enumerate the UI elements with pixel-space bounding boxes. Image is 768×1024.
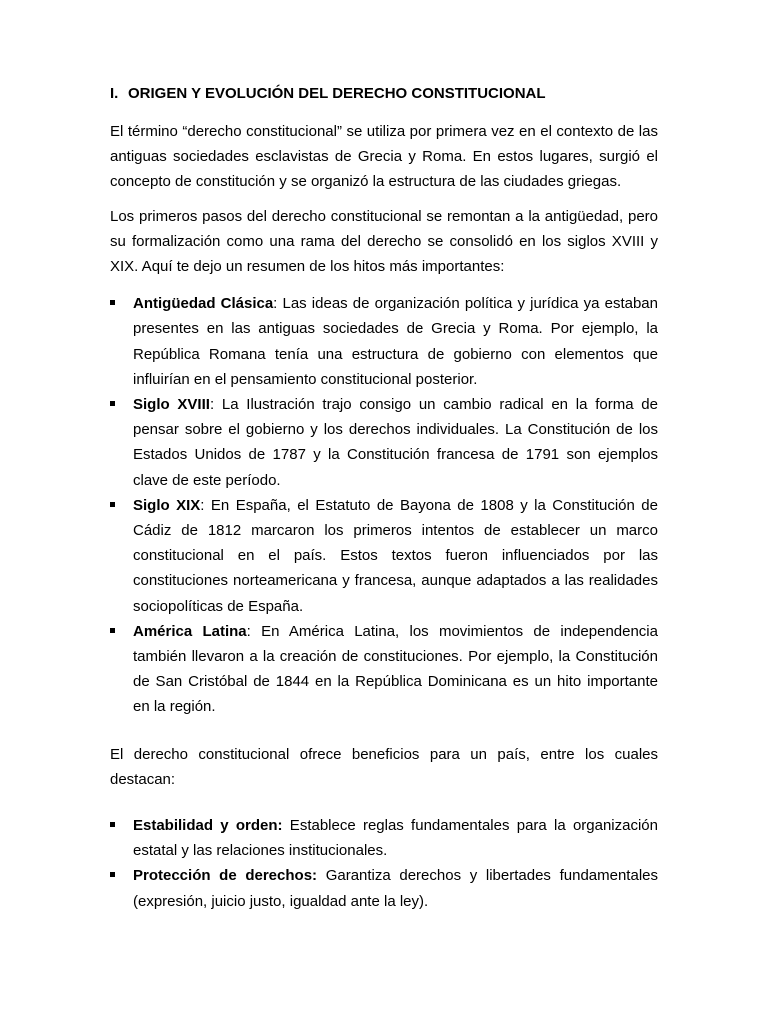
history-paragraph: Los primeros pasos del derecho constitucional se remontan a la antigüedad, pero su formalización como una rama del derecho se consolidó en los siglos XVIII y XIX. Aquí te dejo un resumen de los hitos más importantes: <box>110 207 658 276</box>
square-bullet-icon <box>110 822 115 827</box>
document-page <box>110 84 658 914</box>
list-item <box>110 863 658 913</box>
benefit-term: Estabilidad y orden: <box>133 817 283 835</box>
square-bullet-icon <box>110 300 115 305</box>
milestone-text: : La Ilustración trajo consigo un cambio radical en la forma de pensar sobre el gobierno y los derechos individuales. La Constitución de los Estados Unidos de 1787 y la Constitución francesa de 1791 son ejemplos clave de este período. <box>133 396 658 489</box>
milestone-text: : Las ideas de organización política y jurídica ya estaban presentes en las antiguas sociedades de Grecia y Roma. Por ejemplo, la República Romana tenía una estructura de gobierno con elementos que influirían en el pensamiento constitucional posterior. <box>133 295 658 388</box>
list-item <box>110 493 658 619</box>
milestone-term: Antigüedad Clásica <box>133 295 274 313</box>
milestone-term: América Latina <box>133 622 247 640</box>
milestone-term: Siglo XVIII <box>133 396 210 414</box>
list-item <box>110 813 658 863</box>
section-title: ORIGEN Y EVOLUCIÓN DEL DERECHO CONSTITUCIONAL <box>128 85 546 102</box>
section-number: I. <box>110 85 119 102</box>
benefit-text: Establece reglas fundamentales para la organización estatal y las relaciones institucionales. <box>133 817 658 860</box>
milestone-text: : En España, el Estatuto de Bayona de 1808 y la Constitución de Cádiz de 1812 marcaron los primeros intentos de establecer un marco constitucional en el país. Estos textos fueron influenciados por las constituciones norteamericana y francesa, aunque adaptados a las realidades sociopolíticas de España. <box>133 496 658 615</box>
benefits-intro-paragraph: El derecho constitucional ofrece beneficios para un país, entre los cuales destacan: <box>110 745 658 788</box>
intro-paragraph: El término “derecho constitucional” se utiliza por primera vez en el contexto de las antiguas sociedades esclavistas de Grecia y Roma. En estos lugares, surgió el concepto de constitución y se organizó la estructura de las ciudades griegas. <box>110 123 658 191</box>
list-item <box>110 392 658 493</box>
square-bullet-icon <box>110 872 115 877</box>
milestone-term: Siglo XIX <box>133 496 201 514</box>
benefits-list <box>110 813 658 914</box>
list-item <box>110 619 658 720</box>
milestones-list <box>110 291 658 719</box>
square-bullet-icon <box>110 401 115 406</box>
square-bullet-icon <box>110 628 115 633</box>
benefit-text: Garantiza derechos y libertades fundamentales (expresión, juicio justo, igualdad ante la ley). <box>133 867 658 910</box>
list-item <box>110 291 658 392</box>
square-bullet-icon <box>110 502 115 507</box>
benefit-term: Protección de derechos: <box>133 867 318 885</box>
section-heading <box>110 84 658 104</box>
milestone-text: : En América Latina, los movimientos de independencia también llevaron a la creación de constituciones. Por ejemplo, la Constitución de San Cristóbal de 1844 en la República Dominicana es un hito importante en la región. <box>133 622 658 716</box>
